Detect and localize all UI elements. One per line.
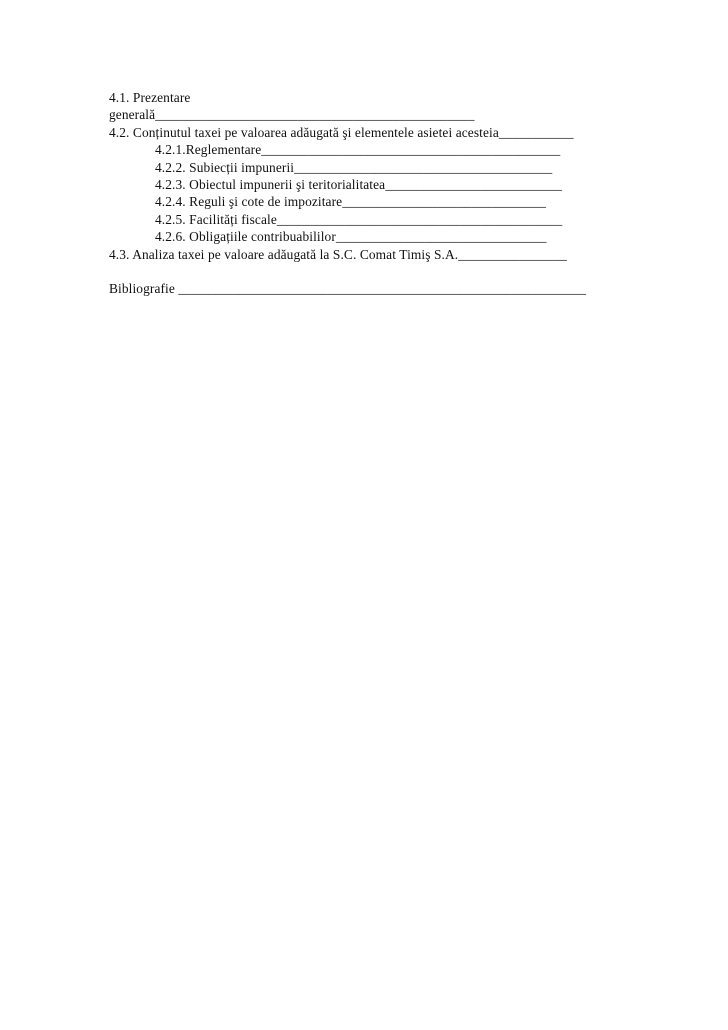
toc-entry-4-1-continued: generală_______________________________________________ — [109, 107, 475, 123]
toc-spacer — [109, 263, 629, 280]
toc-entry-4-2-3: 4.2.3. Obiectul impunerii şi teritorialitatea__________________________ — [155, 176, 562, 192]
toc-entry-bibliografie: Bibliografie ____________________________________________________________ — [109, 281, 587, 297]
toc-entry-4-1: 4.1. Prezentare — [109, 90, 191, 105]
toc-entry-4-2-5: 4.2.5. Facilități fiscale__________________________________________ — [155, 211, 563, 227]
table-of-contents — [109, 89, 629, 298]
toc-entry-4-2-6: 4.2.6. Obligațiile contribuabililor_______________________________ — [155, 229, 547, 245]
toc-entry-4-2-4: 4.2.4. Reguli şi cote de impozitare______________________________ — [155, 194, 547, 210]
toc-entry-4-3: 4.3. Analiza taxei pe valoare adăugată la S.C. Comat Timiş S.A.________________ — [109, 246, 567, 262]
toc-entry-4-2: 4.2. Conținutul taxei pe valoarea adăugată şi elementele asietei acesteia___________ — [109, 124, 574, 140]
toc-entry-4-2-1: 4.2.1.Reglementare____________________________________________ — [155, 142, 561, 158]
toc-entry-4-2-2: 4.2.2. Subiecții impunerii______________________________________ — [155, 159, 553, 175]
